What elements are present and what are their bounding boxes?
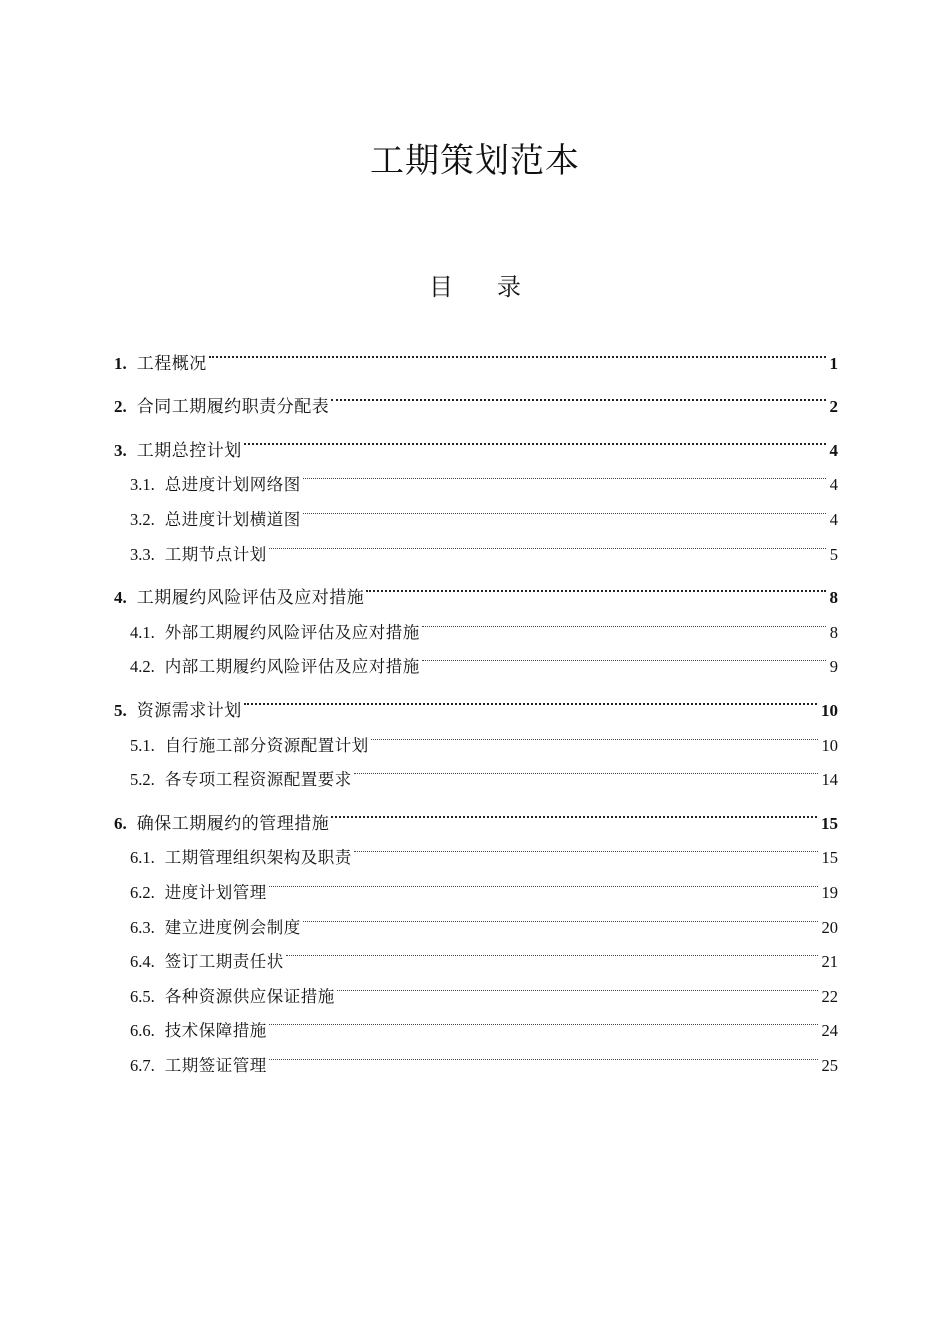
toc-entry-page-number: 8 [829,588,838,608]
toc-dot-leader [354,751,818,786]
toc-entry-number: 6.6. [130,1021,155,1041]
toc-entry-number: 5. [114,700,127,720]
toc-entry-section[interactable] [114,681,838,721]
toc-entry-label: 合同工期履约职责分配表 [136,397,330,418]
toc-entry-page-number: 9 [829,657,838,677]
toc-entry-page-number: 14 [821,770,838,790]
toc-dot-leader [269,1036,818,1071]
toc-entry-section[interactable] [114,334,838,374]
toc-entry-page-number: 10 [821,735,838,755]
toc-entry-number: 4.2. [130,657,155,677]
toc-entry-page-number: 15 [821,813,838,833]
toc-entry-number: 3.1. [130,475,155,495]
toc-heading-char-2: 录 [497,273,521,301]
toc-entry-label: 签订工期责任状 [164,952,284,972]
toc-entry-label: 总进度计划横道图 [164,509,301,529]
toc-dot-leader [422,638,826,673]
table-of-contents [114,334,838,1075]
toc-entry-label: 工期总控计划 [136,440,242,461]
toc-entry-label: 工程概况 [136,353,207,374]
toc-entry-label: 外部工期履约风险评估及应对措施 [164,622,420,642]
toc-entry-page-number: 5 [829,544,838,564]
toc-dot-leader [331,794,817,829]
toc-heading [0,270,950,304]
toc-entry-label: 工期签证管理 [164,1055,267,1075]
toc-entry-number: 6.3. [130,917,155,937]
toc-entry-label: 确保工期履约的管理措施 [136,813,330,834]
toc-entry-page-number: 4 [829,509,838,529]
toc-entry-label: 进度计划管理 [164,882,267,902]
toc-dot-leader [244,681,817,716]
toc-entry-number: 6.1. [130,848,155,868]
toc-entry-number: 5.1. [130,735,155,755]
toc-entry-number: 6.4. [130,952,155,972]
toc-dot-leader [303,456,826,491]
toc-entry-page-number: 10 [821,700,838,720]
toc-entry-label: 资源需求计划 [136,700,242,721]
toc-dot-leader [303,490,826,525]
toc-dot-leader [303,898,818,933]
toc-entry-label: 总进度计划网络图 [164,475,301,495]
toc-entry-label: 工期管理组织架构及职责 [164,848,352,868]
toc-entry-page-number: 4 [829,440,838,460]
toc-dot-leader [366,569,825,604]
toc-entry-label: 各专项工程资源配置要求 [164,770,352,790]
toc-dot-leader [354,829,818,864]
toc-entry-number: 5.2. [130,770,155,790]
toc-dot-leader [269,525,826,560]
toc-entry-label: 自行施工部分资源配置计划 [164,735,369,755]
toc-entry-label: 工期履约风险评估及应对措施 [136,588,365,609]
toc-entry-label: 内部工期履约风险评估及应对措施 [164,657,420,677]
toc-dot-leader [422,603,826,638]
toc-entry-number: 6.5. [130,986,155,1006]
toc-entry-page-number: 19 [821,882,838,902]
document-title: 工期策划范本 [370,141,580,181]
toc-entry-page-number: 21 [821,952,838,972]
toc-entry-section[interactable] [114,569,838,609]
toc-entry-section[interactable] [114,794,838,834]
toc-entry-page-number: 4 [829,475,838,495]
toc-entry-number: 6. [114,813,127,833]
toc-entry-label: 工期节点计划 [164,544,267,564]
toc-entry-label: 技术保障措施 [164,1021,267,1041]
toc-dot-leader [331,378,825,413]
toc-dot-leader [371,716,818,751]
toc-entry-page-number: 15 [821,848,838,868]
toc-entry-number: 3.3. [130,544,155,564]
toc-dot-leader [244,421,826,456]
toc-entry-number: 3. [114,440,127,460]
toc-entry-page-number: 1 [829,353,838,373]
toc-entry-page-number: 22 [821,986,838,1006]
toc-dot-leader [209,334,826,369]
toc-entry-number: 4. [114,588,127,608]
toc-dot-leader [269,1002,818,1037]
toc-entry-number: 4.1. [130,622,155,642]
toc-entry-section[interactable] [114,421,838,461]
toc-entry-section[interactable] [114,378,838,418]
toc-entry-page-number: 20 [821,917,838,937]
toc-entry-page-number: 8 [829,622,838,642]
toc-entry-page-number: 25 [821,1055,838,1075]
toc-heading-char-1: 目 [429,273,453,301]
toc-entry-number: 6.7. [130,1055,155,1075]
toc-dot-leader [269,863,818,898]
toc-entry-number: 3.2. [130,509,155,529]
toc-dot-leader [286,933,818,968]
toc-entry-page-number: 24 [821,1021,838,1041]
toc-dot-leader [337,967,818,1002]
toc-entry-number: 6.2. [130,882,155,902]
toc-entry-label: 各种资源供应保证措施 [164,986,335,1006]
toc-entry-number: 2. [114,397,127,417]
toc-entry-page-number: 2 [829,397,838,417]
toc-entry-label: 建立进度例会制度 [164,917,301,937]
toc-entry-number: 1. [114,353,127,373]
